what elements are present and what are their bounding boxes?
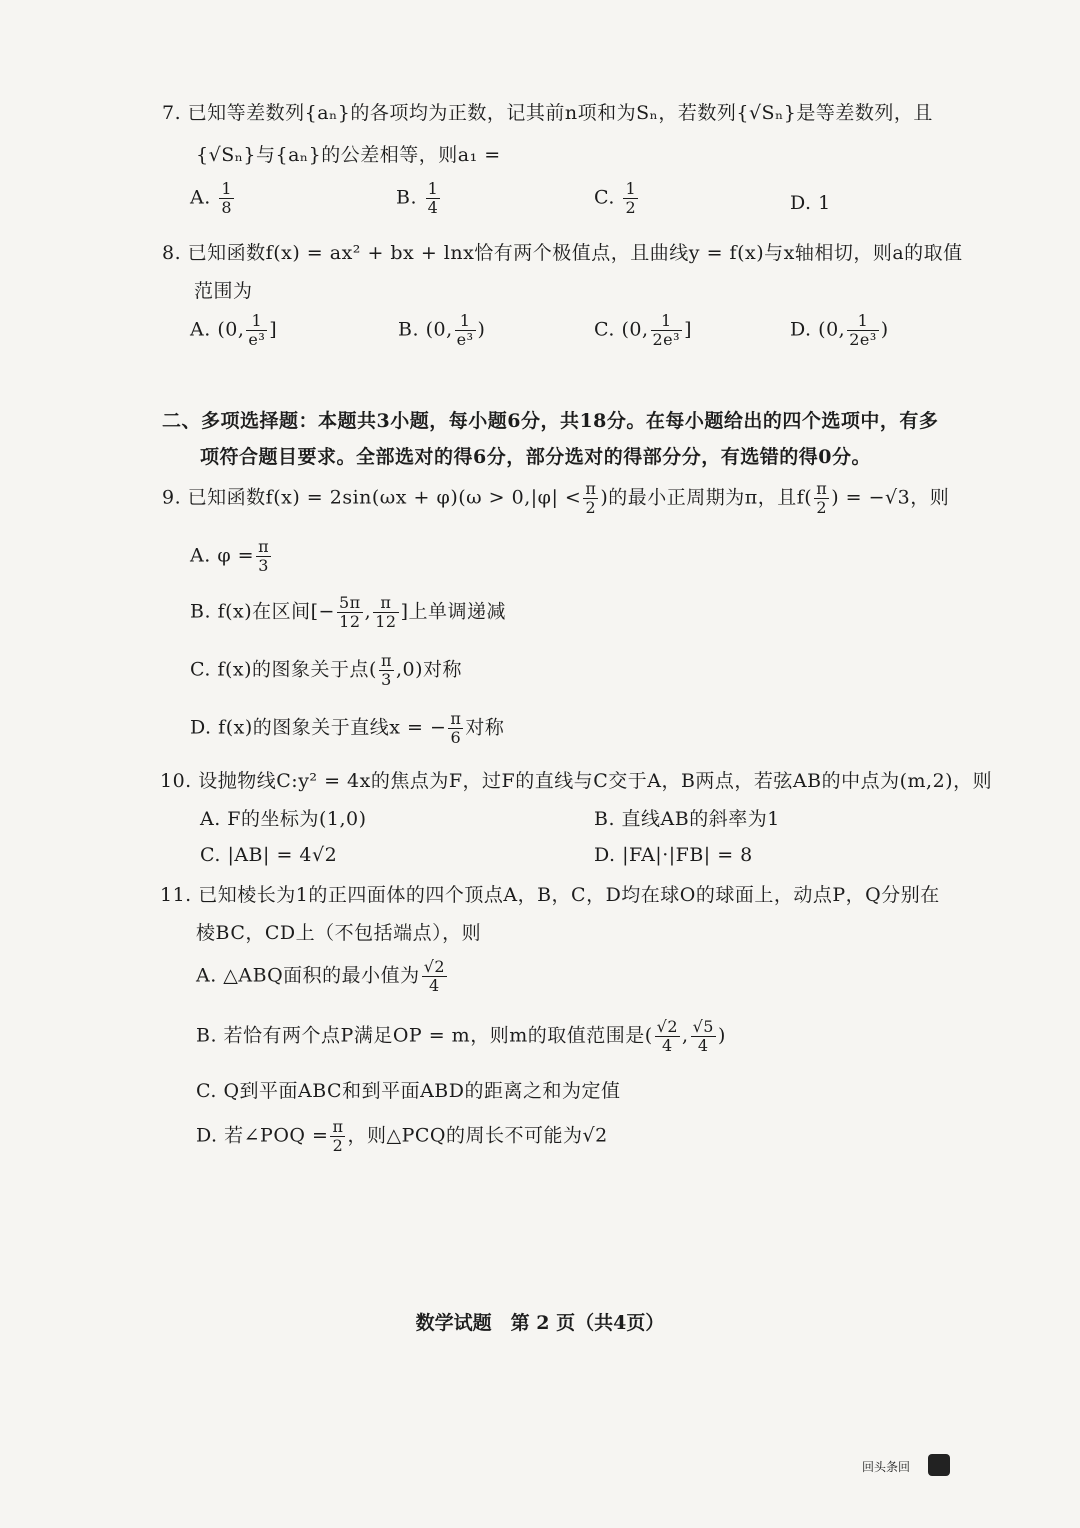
q8-option-d: D. (0, $\frac{1}{\text{2e³}}$ ) bbox=[790, 311, 889, 349]
q7-option-b: B. $\frac{1}{4}$ bbox=[396, 179, 439, 217]
q7-stem-line2: {√Sₙ}与{aₙ}的公差相等，则a₁ = bbox=[196, 144, 501, 166]
q8-option-b: B. (0, $\frac{1}{\text{e³}}$ ) bbox=[398, 311, 486, 349]
q11-option-d: D. 若∠POQ = $\frac{\pi}{2}$ ，则△PCQ的周长不可能为√2 bbox=[196, 1117, 608, 1155]
q9-option-a: A. φ = $\frac{\pi}{3}$ bbox=[190, 537, 270, 575]
section2-heading-line1: 二、多项选择题：本题共3小题，每小题6分，共18分。在每小题给出的四个选项中，有多 bbox=[162, 410, 939, 432]
q7-stem-line1: 7. 已知等差数列{aₙ}的各项均为正数，记其前n项和为Sₙ，若数列{√Sₙ}是等差数列，且 bbox=[162, 102, 933, 124]
q8-option-c: C. (0, $\frac{1}{\text{2e³}}$ ] bbox=[594, 311, 692, 349]
q7-option-a: A. $\frac{1}{8}$ bbox=[190, 179, 232, 217]
q10-stem: 10. 设抛物线C:y² = 4x的焦点为F，过F的直线与C交于A，B两点，若弦AB的中点为(m,2)，则 bbox=[160, 770, 993, 792]
q9-option-b: B. f(x)在区间[− $\frac{5\pi}{12}$ , $\frac{\pi}{12}$ ]上单调递减 bbox=[190, 593, 506, 631]
q11-option-a: A. △ABQ面积的最小值为 $\frac{√2}{4}$ bbox=[196, 957, 446, 995]
q8-stem-line2: 范围为 bbox=[194, 280, 253, 302]
q8-option-a: A. (0, $\frac{1}{\text{e³}}$ ] bbox=[190, 311, 278, 349]
q10-option-a: A. F的坐标为(1,0) bbox=[200, 808, 367, 830]
q11-stem-line2: 棱BC，CD上（不包括端点），则 bbox=[196, 922, 482, 944]
q11-stem-line1: 11. 已知棱长为1的正四面体的四个顶点A，B，C，D均在球O的球面上，动点P，Q分别在 bbox=[160, 884, 940, 906]
brand-logo-icon bbox=[928, 1454, 950, 1476]
q10-option-b: B. 直线AB的斜率为1 bbox=[594, 808, 780, 830]
q11-option-c: C. Q到平面ABC和到平面ABD的距离之和为定值 bbox=[196, 1080, 621, 1102]
q9-option-d: D. f(x)的图象关于直线x = − $\frac{\pi}{6}$ 对称 bbox=[190, 709, 505, 747]
q9-stem: 9. 已知函数f(x) = 2sin(ωx + φ)(ω > 0,|φ| < $\frac{\pi}{2}$ )的最小正周期为π，且f( $\frac{\pi}{2}$ ) = −√3，则 bbox=[162, 479, 950, 517]
qr-label: 回头条回 bbox=[862, 1460, 911, 1474]
q7-option-d: D. 1 bbox=[790, 192, 831, 214]
q7-option-c: C. $\frac{1}{2}$ bbox=[594, 179, 637, 217]
q10-option-c: C. |AB| = 4√2 bbox=[200, 844, 338, 866]
q9-option-c: C. f(x)的图象关于点( $\frac{\pi}{3}$ ,0)对称 bbox=[190, 651, 463, 689]
q11-option-b: B. 若恰有两个点P满足OP = m，则m的取值范围是( $\frac{√2}{4}$ , $\frac{√5}{4}$ ) bbox=[196, 1017, 726, 1055]
section2-heading-line2: 项符合题目要求。全部选对的得6分，部分选对的得部分分，有选错的得0分。 bbox=[200, 446, 871, 468]
q8-stem-line1: 8. 已知函数f(x) = ax² + bx + lnx恰有两个极值点，且曲线y = f(x)与x轴相切，则a的取值 bbox=[162, 242, 963, 264]
q10-option-d: D. |FA|·|FB| = 8 bbox=[594, 844, 753, 866]
page-footer: 数学试题 第 2 页（共4页） bbox=[415, 1312, 665, 1334]
